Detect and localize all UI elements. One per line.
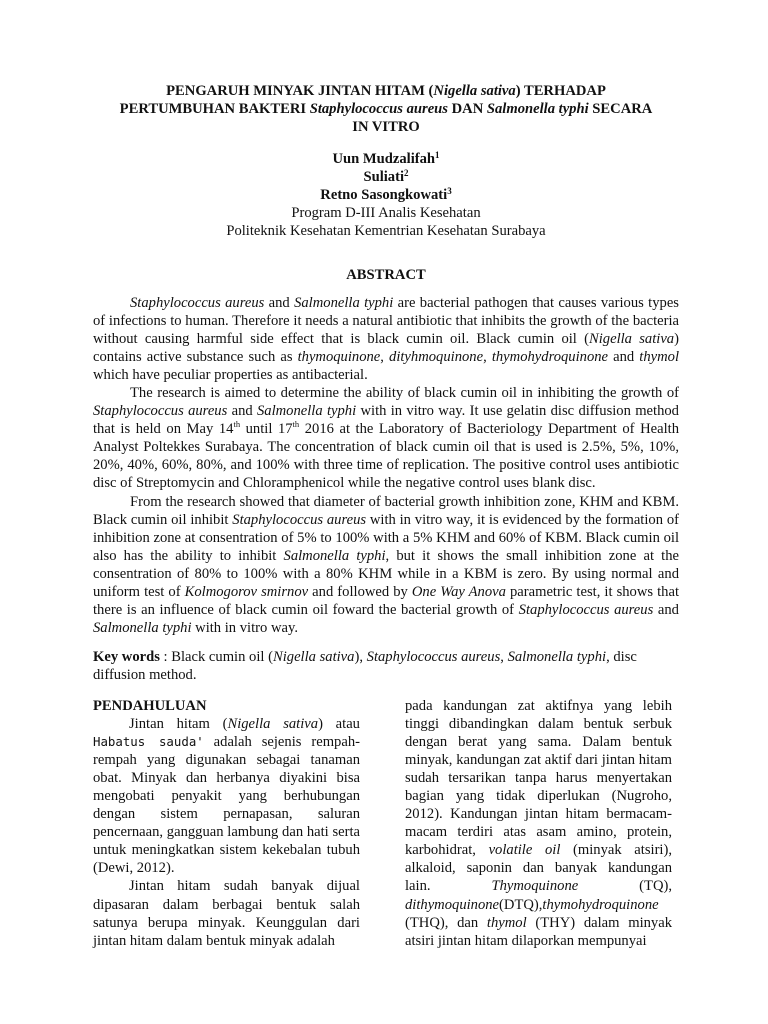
abstract-paragraph-3: From the research showed that diameter of bacterial growth inhibition zone, KHM and KBM. Black cumin oil inhibit Staphylococcus aureus with in vitro way, it is evidenced by the formation of inhibition zone at consentration of 5% to 100% with a 5% KHM and 60% of KBM. Black cumin oil also has the ability to inhibit Salmonella typhi, but it shows the small inhibition zone at the consentration of 80% to 100% with a 80% KHM while in a KBM is zero. By using normal and uniform test of Kolmogorov smirnov and followed by One Way Anova parametric test, it shows that there is an influence of black cumin oil foward the bacterial growth of Staphylococcus aureus and Salmonella typhi with in vitro way. xyxy=(93,493,679,636)
intro-paragraph-3: pada kandungan zat aktifnya yang lebih tinggi dibandingkan dalam bentuk serbuk dengan berat yang sama. Dalam bentuk minyak, kandungan zat aktif dari jintan hitam sudah tersarikan tanpa harus menyertakan bagian yang tidak diperlukan (Nugroho, 2012). Kandungan jintan hitam bermacam-macam terdiri atas asam amino, protein, karbohidrat, volatile oil (minyak atsiri), alkaloid, saponin dan banyak kandungan lain. Thymoquinone (TQ), dithymoquinone(DTQ),thymohydroquinone (THQ), dan thymol (THY) dalam minyak atsiri jintan hitam dilaporkan mempunyai xyxy=(405,698,672,949)
abstract-paragraph-2: The research is aimed to determine the ability of black cumin oil in inhibiting the growth of Staphylococcus aureus and Salmonella typhi with in vitro way. It use gelatin disc diffusion method that is held on May 14th until 17th 2016 at the Laboratory of Bacteriology Department of Health Analyst Poltekkes Surabaya. The concentration of black cumin oil that is used is 2.5%, 5%, 10%, 20%, 40%, 60%, 80%, and 100% with three time of replication. The positive control uses antibiotic disc of Streptomycin and Chloramphenicol while the negative control uses blank disc. xyxy=(93,385,679,492)
intro-paragraph-2: Jintan hitam sudah banyak dijual dipasaran dalam berbagai bentuk salah satunya berupa minyak. Keunggulan dari jintan hitam dalam bentuk minyak adalah xyxy=(93,878,360,949)
right-column xyxy=(405,697,672,950)
author-2: Suliati$^2$ xyxy=(363,168,409,185)
affiliation-institution: Politeknik Kesehatan Kementrian Kesehatan Surabaya xyxy=(226,223,546,239)
title-line-1: PENGARUH MINYAK JINTAN HITAM (Nigella sativa) TERHADAP xyxy=(166,83,606,99)
title-line-2: PERTUMBUHAN BAKTERI Staphylococcus aureus DAN Salmonella typhi SECARA xyxy=(119,101,653,117)
author-1: Uun Mudzalifah$^1$ xyxy=(332,150,440,167)
author-3: Retno Sasongkowati$^3$ xyxy=(320,186,452,203)
abstract-heading: ABSTRACT xyxy=(346,267,426,283)
intro-paragraph-1: Jintan hitam (Nigella sativa) atau Habatus sauda' adalah sejenis rempah-rempah yang digunakan sebagai tanaman obat. Minyak dan herbanya diyakini bisa mengobati penyakit yang berhubungan dengan sistem pernapasan, saluran pencernaan, gangguan lambung dan hati serta untuk meningkatkan sistem kekebalan tubuh (Dewi, 2012). xyxy=(93,716,360,877)
abstract-body xyxy=(93,294,679,637)
abstract-paragraph-1: Staphylococcus aureus and Salmonella typhi are bacterial pathogen that causes various types of infections to human. Therefore it needs a natural antibiotic that inhibits the growth of the bacteria without causing harmful side effect that is black cumin oil. Black cumin oil (Nigella sativa) contains active substance such as thymoquinone, dityhmoquinone, thymohydroquinone and thymol which have peculiar properties as antibacterial. xyxy=(93,295,680,384)
affiliation-program: Program D-III Analis Kesehatan xyxy=(291,205,481,221)
left-column xyxy=(93,697,360,950)
paper-title xyxy=(93,82,679,136)
section-heading-pendahuluan: PENDAHULUAN xyxy=(93,698,207,714)
title-line-3: IN VITRO xyxy=(352,119,420,135)
author-block xyxy=(93,150,679,240)
keywords: Key words : Black cumin oil (Nigella sativa), Staphylococcus aureus, Salmonella typhi, disc diffusion method. xyxy=(93,649,637,683)
